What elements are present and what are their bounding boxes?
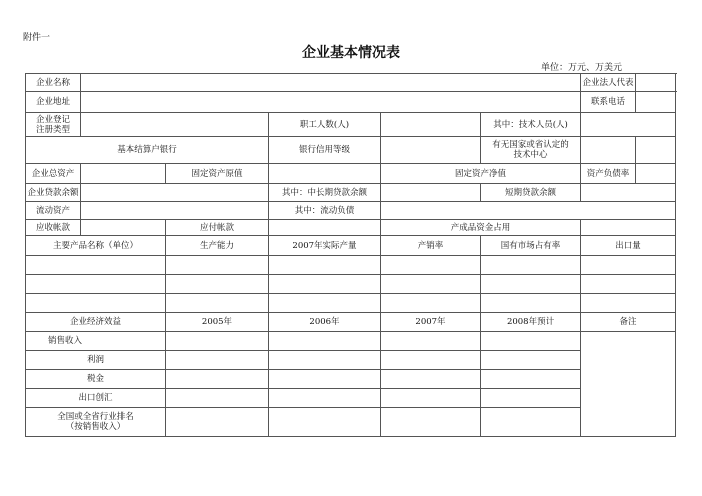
finished-goods-field[interactable] bbox=[581, 220, 676, 236]
product-cell[interactable] bbox=[26, 275, 166, 294]
benefit-cell[interactable] bbox=[269, 389, 381, 408]
row-bank bbox=[26, 137, 676, 164]
year-2008-header: 2008年预计 bbox=[481, 313, 581, 332]
benefit-cell[interactable] bbox=[481, 351, 581, 370]
export-earn-label: 出口创汇 bbox=[26, 389, 166, 408]
benefit-cell[interactable] bbox=[269, 351, 381, 370]
benefit-cell[interactable] bbox=[166, 389, 269, 408]
total-assets-field[interactable] bbox=[81, 164, 166, 184]
mid-long-loan-label: 其中：中长期贷款余额 bbox=[269, 184, 381, 202]
benefit-cell[interactable] bbox=[269, 408, 381, 437]
finished-goods-label: 产成品资金占用 bbox=[381, 220, 581, 236]
product-cell[interactable] bbox=[581, 256, 676, 275]
current-assets-field[interactable] bbox=[81, 202, 269, 220]
product-cell[interactable] bbox=[26, 256, 166, 275]
loan-balance-field[interactable] bbox=[81, 184, 269, 202]
benefit-cell[interactable] bbox=[481, 370, 581, 389]
benefit-row bbox=[26, 370, 676, 389]
current-assets-label: 流动资产 bbox=[26, 202, 81, 220]
capacity-header: 生产能力 bbox=[166, 236, 269, 256]
product-cell[interactable] bbox=[581, 294, 676, 313]
payable-field[interactable] bbox=[269, 220, 381, 236]
benefit-cell[interactable] bbox=[166, 332, 269, 351]
benefit-cell[interactable] bbox=[381, 351, 481, 370]
product-cell[interactable] bbox=[26, 294, 166, 313]
product-cell[interactable] bbox=[166, 256, 269, 275]
year-2007-header: 2007年 bbox=[381, 313, 481, 332]
benefit-cell[interactable] bbox=[481, 332, 581, 351]
actual-output-header: 2007年实际产量 bbox=[269, 236, 381, 256]
payable-label: 应付帐款 bbox=[166, 220, 269, 236]
row-assets bbox=[26, 164, 676, 184]
tech-center-line2: 技术中心 bbox=[513, 150, 548, 160]
fixed-original-label: 固定资产原值 bbox=[166, 164, 269, 184]
product-cell[interactable] bbox=[381, 256, 481, 275]
attachment-label: 附件一 bbox=[23, 33, 51, 43]
ranking-line1: 全国或全省行业排名 bbox=[57, 412, 134, 422]
product-cell[interactable] bbox=[269, 256, 381, 275]
benefit-row bbox=[26, 332, 676, 351]
page-title: 企业基本情况表 bbox=[302, 45, 400, 61]
company-name-label: 企业名称 bbox=[26, 74, 81, 92]
debt-ratio-label: 资产负债率 bbox=[581, 164, 636, 184]
product-cell[interactable] bbox=[166, 294, 269, 313]
benefit-cell[interactable] bbox=[166, 351, 269, 370]
debt-ratio-field[interactable] bbox=[636, 164, 676, 184]
row-company-name bbox=[26, 74, 676, 92]
tech-center-line1: 有无国家或省认定的 bbox=[492, 140, 569, 150]
benefit-cell[interactable] bbox=[381, 408, 481, 437]
short-loan-field[interactable] bbox=[581, 184, 676, 202]
employees-label: 职工人数(人) bbox=[269, 113, 381, 137]
receivable-label: 应收帐款 bbox=[26, 220, 81, 236]
company-name-field[interactable] bbox=[81, 74, 581, 92]
row-current bbox=[26, 202, 676, 220]
ranking-label bbox=[26, 408, 166, 437]
tech-center-extra-field[interactable] bbox=[636, 137, 676, 164]
fixed-original-field[interactable] bbox=[269, 164, 381, 184]
remarks-field[interactable] bbox=[581, 332, 676, 437]
current-liab-field[interactable] bbox=[381, 202, 676, 220]
phone-label: 联系电话 bbox=[581, 92, 636, 113]
benefit-cell[interactable] bbox=[381, 332, 481, 351]
bank-label: 基本结算户银行 bbox=[26, 137, 269, 164]
row-reg-type bbox=[26, 113, 676, 137]
employees-field[interactable] bbox=[381, 113, 481, 137]
benefit-cell[interactable] bbox=[381, 389, 481, 408]
sales-rate-header: 产销率 bbox=[381, 236, 481, 256]
product-cell[interactable] bbox=[481, 256, 581, 275]
legal-rep-label: 企业法人代表 bbox=[581, 74, 636, 92]
benefit-cell[interactable] bbox=[481, 389, 581, 408]
remarks-header: 备注 bbox=[581, 313, 676, 332]
product-cell[interactable] bbox=[269, 275, 381, 294]
sales-revenue-label: 销售收入 bbox=[26, 332, 166, 351]
product-cell[interactable] bbox=[481, 294, 581, 313]
reg-type-label bbox=[26, 113, 81, 137]
product-cell[interactable] bbox=[269, 294, 381, 313]
enterprise-info-table bbox=[25, 73, 676, 437]
short-loan-label: 短期贷款余额 bbox=[481, 184, 581, 202]
unit-note: 单位：万元、万美元 bbox=[540, 63, 622, 73]
row-products-header bbox=[26, 236, 676, 256]
reg-type-field[interactable] bbox=[81, 113, 269, 137]
reg-type-line2: 注册类型 bbox=[35, 124, 70, 135]
benefit-cell[interactable] bbox=[381, 370, 481, 389]
market-share-header: 国有市场占有率 bbox=[481, 236, 581, 256]
tax-label: 税金 bbox=[26, 370, 166, 389]
legal-rep-field[interactable] bbox=[636, 74, 676, 92]
product-cell[interactable] bbox=[381, 275, 481, 294]
product-cell[interactable] bbox=[381, 294, 481, 313]
product-cell[interactable] bbox=[481, 275, 581, 294]
ranking-line2: （按销售收入） bbox=[65, 422, 126, 432]
export-volume-header: 出口量 bbox=[581, 236, 676, 256]
product-name-header: 主要产品名称（单位） bbox=[26, 236, 166, 256]
benefit-row bbox=[26, 351, 676, 370]
loan-balance-label: 企业贷款余额 bbox=[26, 184, 81, 202]
reg-type-line1: 企业登记 bbox=[35, 114, 70, 125]
credit-grade-label: 银行信用等级 bbox=[269, 137, 381, 164]
benefit-row bbox=[26, 389, 676, 408]
benefit-cell[interactable] bbox=[166, 408, 269, 437]
year-2005-header: 2005年 bbox=[166, 313, 269, 332]
address-field[interactable] bbox=[81, 92, 581, 113]
product-cell[interactable] bbox=[166, 275, 269, 294]
profit-label: 利润 bbox=[26, 351, 166, 370]
tech-staff-label: 其中：技术人员(人) bbox=[481, 113, 581, 137]
benefit-row bbox=[26, 408, 676, 437]
benefit-cell[interactable] bbox=[166, 370, 269, 389]
row-address bbox=[26, 92, 676, 113]
benefit-cell[interactable] bbox=[269, 332, 381, 351]
year-2006-header: 2006年 bbox=[269, 313, 381, 332]
address-label: 企业地址 bbox=[26, 92, 81, 113]
row-receivable bbox=[26, 220, 676, 236]
fixed-net-label: 固定资产净值 bbox=[381, 164, 581, 184]
current-liab-label: 其中：流动负债 bbox=[269, 202, 381, 220]
tech-center-label bbox=[481, 137, 581, 164]
credit-grade-field[interactable] bbox=[381, 137, 481, 164]
benefit-cell[interactable] bbox=[269, 370, 381, 389]
tech-staff-field[interactable] bbox=[581, 113, 676, 137]
benefit-cell[interactable] bbox=[481, 408, 581, 437]
row-benefit-header bbox=[26, 313, 676, 332]
row-loans bbox=[26, 184, 676, 202]
tech-center-field[interactable] bbox=[581, 137, 636, 164]
product-row bbox=[26, 294, 676, 313]
product-row bbox=[26, 275, 676, 294]
product-row bbox=[26, 256, 676, 275]
phone-field[interactable] bbox=[636, 92, 676, 113]
product-cell[interactable] bbox=[581, 275, 676, 294]
mid-long-loan-field[interactable] bbox=[381, 184, 481, 202]
receivable-field[interactable] bbox=[81, 220, 166, 236]
total-assets-label: 企业总资产 bbox=[26, 164, 81, 184]
econ-benefit-header: 企业经济效益 bbox=[26, 313, 166, 332]
